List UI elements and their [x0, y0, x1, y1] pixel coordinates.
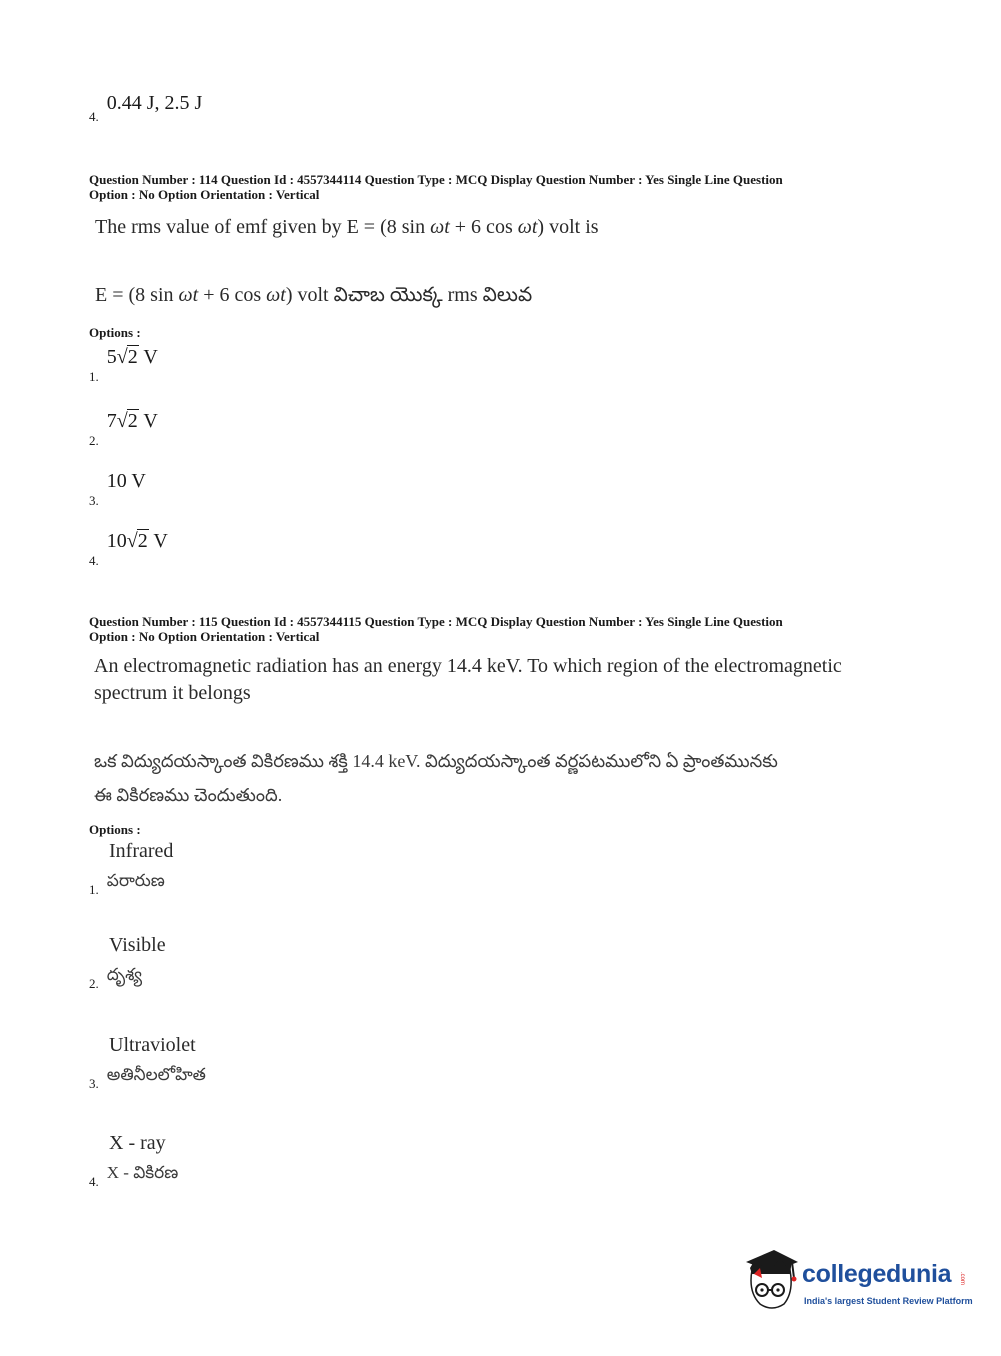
- radicand: 2: [127, 346, 138, 368]
- coefficient: 10: [106, 530, 127, 552]
- option-telugu: అతినీలలోహిత: [106, 1065, 206, 1084]
- option-value: 10 V: [106, 470, 146, 492]
- brand-name: collegedunia: [802, 1260, 952, 1288]
- prev-option: [89, 92, 203, 124]
- option-item: [89, 840, 173, 895]
- option-number: 2.: [89, 433, 99, 448]
- radicand: 2: [137, 530, 148, 552]
- option-value: [107, 346, 158, 368]
- brand-tagline: India's largest Student Review Platform: [804, 1296, 973, 1306]
- question-meta: [89, 614, 889, 644]
- option-telugu: పరారుణ: [106, 871, 165, 890]
- mascot-icon: [740, 1248, 802, 1314]
- collegedunia-logo[interactable]: [740, 1248, 973, 1318]
- option-telugu: దృశ్య: [106, 965, 143, 984]
- meta-line: Question Number : 114 Question Id : 4557344114 Question Type : MCQ Display Question Number : Yes Single Line Question: [89, 172, 783, 187]
- meta-line: Question Number : 115 Question Id : 4557344115 Question Type : MCQ Display Question Number : Yes Single Line Question: [89, 614, 783, 629]
- coefficient: 7: [106, 410, 117, 432]
- unit: V: [153, 530, 168, 552]
- option-value: [107, 530, 168, 552]
- option-telugu-row: [89, 1163, 178, 1187]
- brand-suffix: .com: [959, 1272, 965, 1286]
- option-item: [89, 346, 158, 384]
- option-number: 2.: [89, 976, 99, 991]
- option-telugu: X - వికిరణ: [106, 1163, 179, 1182]
- option-item: [89, 1034, 206, 1089]
- option-value: [107, 410, 158, 432]
- options-label: Options :: [89, 325, 141, 340]
- unit: V: [143, 346, 158, 368]
- option-number: 4.: [89, 1174, 99, 1189]
- question-line: ఒక విద్యుదయస్కాంత వికిరణము శక్తి 14.4 keV. విద్యుదయస్కాంత వర్ణపటములోని ఏ ప్రాంతమునకు: [94, 751, 778, 771]
- options-label: Options :: [89, 822, 141, 837]
- option-number: 1.: [89, 882, 99, 897]
- option-english: Infrared: [109, 840, 174, 862]
- option-text: 0.44 J, 2.5 J: [106, 92, 203, 114]
- option-english: Ultraviolet: [109, 1034, 196, 1056]
- meta-line: Option : No Option Orientation : Vertical: [89, 629, 320, 644]
- option-number: 4.: [89, 553, 99, 568]
- option-english: Visible: [109, 934, 166, 956]
- option-item: [89, 470, 146, 508]
- option-telugu-row: [89, 1065, 206, 1089]
- question-text-english: [94, 653, 894, 707]
- question-text-telugu: E = (8 sin ωt + 6 cos ωt) volt విచాబ యొక్క rms విలువ: [95, 284, 533, 306]
- option-number: 1.: [89, 369, 99, 384]
- option-number: 3.: [89, 493, 99, 508]
- question-text-telugu: [94, 744, 914, 812]
- option-item: [89, 530, 168, 568]
- option-item: [89, 1132, 178, 1187]
- sqrt-symbol: √2: [116, 346, 138, 368]
- option-english: X - ray: [109, 1132, 166, 1154]
- option-telugu-row: [89, 871, 173, 895]
- unit: V: [143, 410, 158, 432]
- question-meta: [89, 172, 889, 202]
- coefficient: 5: [106, 346, 117, 368]
- question-text-english: The rms value of emf given by E = (8 sin ωt + 6 cos ωt) volt is: [95, 216, 599, 238]
- option-telugu-row: [89, 965, 166, 989]
- question-line: spectrum it belongs: [94, 682, 251, 704]
- option-item: [89, 934, 166, 989]
- question-line: ఈ వికిరణము చెందుతుంది.: [94, 785, 283, 805]
- option-number: 4.: [89, 109, 99, 124]
- question-line: An electromagnetic radiation has an energy 14.4 keV. To which region of the electromagnetic: [94, 655, 842, 677]
- radicand: 2: [127, 410, 138, 432]
- meta-line: Option : No Option Orientation : Vertical: [89, 187, 320, 202]
- option-item: [89, 410, 158, 448]
- option-number: 3.: [89, 1076, 99, 1091]
- sqrt-symbol: √2: [116, 410, 138, 432]
- sqrt-symbol: √2: [126, 530, 148, 552]
